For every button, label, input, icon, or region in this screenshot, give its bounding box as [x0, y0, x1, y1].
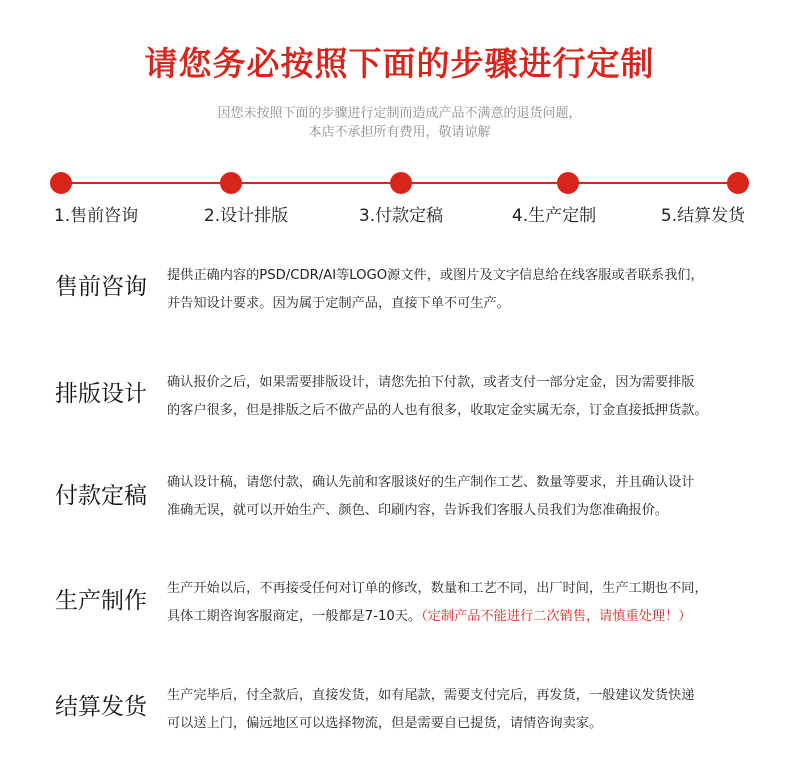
notice-subtitle	[0, 104, 799, 142]
step-dot-3	[390, 172, 412, 194]
step-label-2: 2.设计排版	[203, 206, 289, 226]
step-label-3: 3.付款定稿	[358, 206, 444, 226]
warning-text: （定制产品不能进行二次销售，请慎重处理！）	[421, 609, 692, 624]
section-title: 生产制作	[55, 588, 147, 614]
section-line-2: 的客户很多，但是排版之后不做产品的人也有很多，收取定金实属无奈，订金直接抵押货款。	[167, 403, 708, 418]
section-title: 付款定稿	[55, 483, 147, 509]
section-line-1: 生产开始以后，不再接受任何对订单的修改，数量和工艺不同，出厂时间，生产工期也不同，	[167, 581, 708, 596]
step-label-4: 4.生产定制	[511, 206, 597, 226]
step-dot-2	[220, 172, 242, 194]
step-dot-1	[50, 172, 72, 194]
section-line-2	[167, 603, 767, 631]
section-body	[167, 369, 767, 425]
section-title: 结算发货	[55, 694, 147, 720]
page-title: 请您务必按照下面的步骤进行定制	[144, 44, 655, 83]
notice-line-2: 本店不承担所有费用，敬请谅解	[308, 125, 491, 140]
section-body	[167, 469, 767, 525]
step-dot-4	[557, 172, 579, 194]
section-line-2-text: 具体工期咨询客服商定，一般都是7-10天。	[167, 609, 422, 624]
section-line-1: 确认设计稿，请您付款，确认先前和客服谈好的生产制作工艺、数量等要求，并且确认设计	[167, 475, 695, 490]
section-line-2: 并告知设计要求。因为属于定制产品，直接下单不可生产。	[167, 296, 510, 311]
section-body	[167, 682, 767, 738]
step-label-1: 1.售前咨询	[53, 206, 139, 226]
section-line-1: 生产完毕后，付全款后，直接发货，如有尾款，需要支付完后，再发货，一般建议发货快递	[167, 688, 695, 703]
section-body	[167, 575, 767, 631]
section-line-2: 可以送上门，偏远地区可以选择物流，但是需要自已提货，请情咨询卖家。	[167, 716, 603, 731]
step-dot-5	[727, 172, 749, 194]
section-line-2: 准确无误，就可以开始生产、颜色、印刷内容，告诉我们客服人员我们为您准确报价。	[167, 503, 669, 518]
notice-line-1: 因您未按照下面的步骤进行定制而造成产品不满意的退货问题，	[217, 106, 582, 121]
section-title: 排版设计	[55, 381, 147, 407]
section-body	[167, 262, 767, 318]
section-title: 售前咨询	[55, 274, 147, 300]
section-line-1: 提供正确内容的PSD/CDR/AI等LOGO源文件，或图片及文字信息给在线客服或者联系我们，	[167, 268, 704, 283]
section-line-1: 确认报价之后，如果需要排版设计，请您先拍下付款，或者支付一部分定金，因为需要排版	[167, 375, 695, 390]
step-label-5: 5.结算发货	[660, 206, 746, 226]
